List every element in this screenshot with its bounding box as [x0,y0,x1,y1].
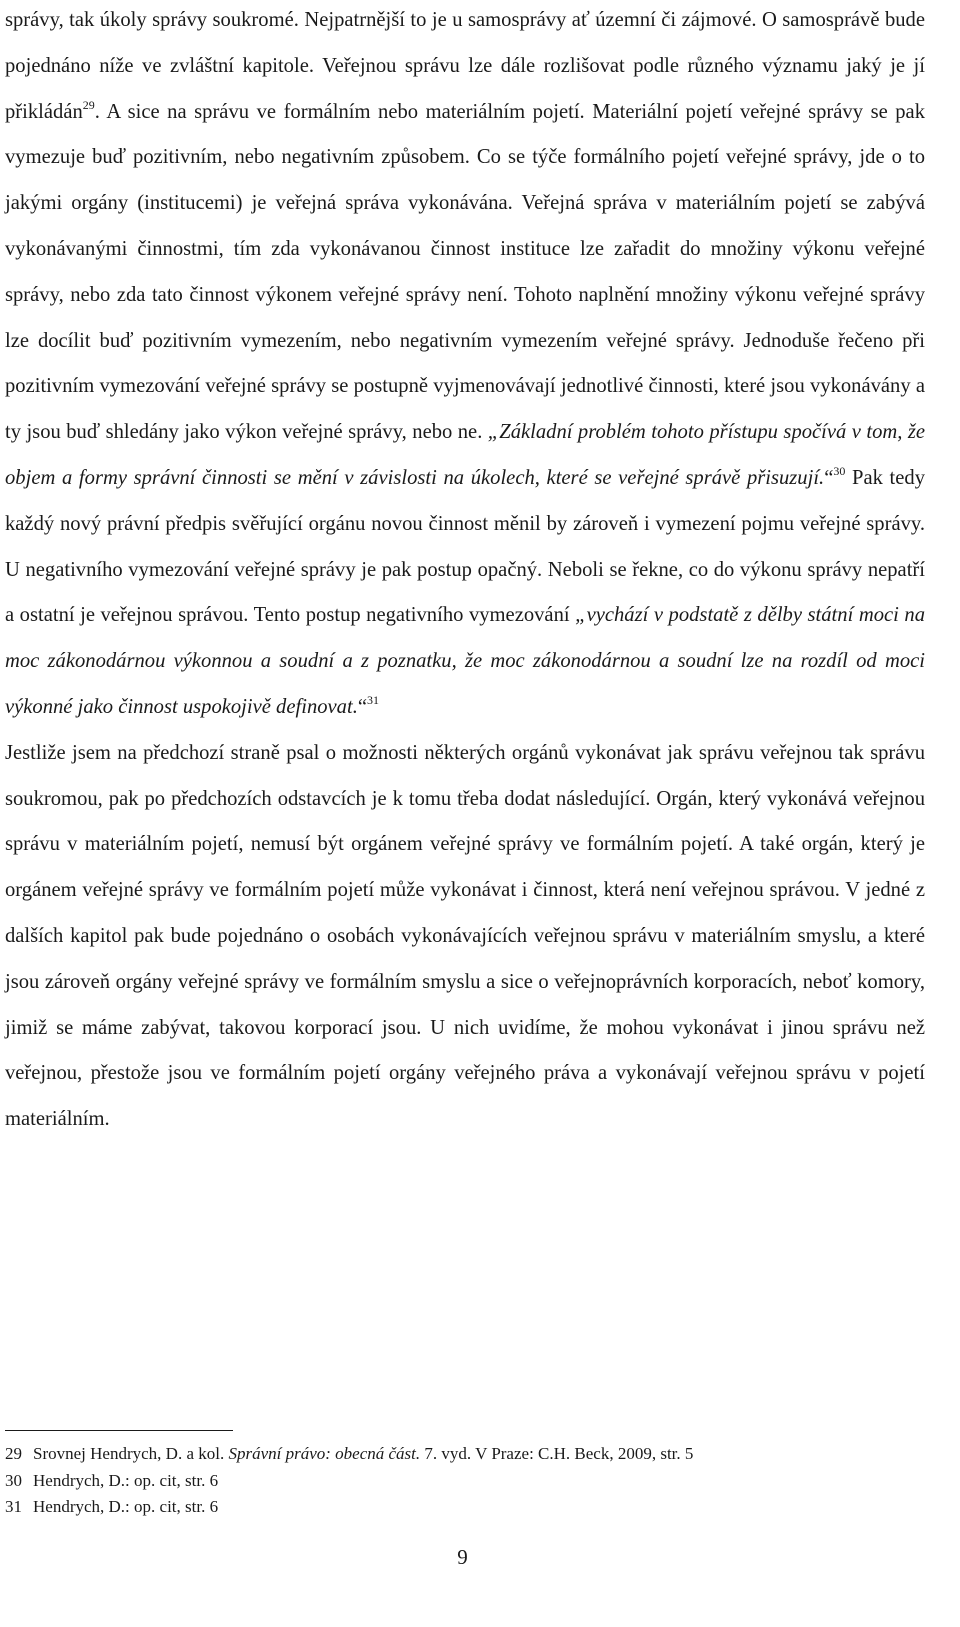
footnote-number: 30 [5,1470,22,1490]
footnote [5,1441,925,1468]
text-run: “ [824,466,834,489]
body-text [5,0,925,1143]
footnote-number: 31 [5,1497,22,1516]
footnotes [5,1441,925,1521]
text-run: Srovnej Hendrych, D. a kol. [33,1444,229,1463]
paragraph [5,731,925,1143]
text-run: Jestliže jsem na předchozí straně psal o možnosti některých orgánů vykonávat jak správu veřejnou tak správu soukromou, pak po předchozích odstavcích je k tomu třeba dodat následující. Orgán, který vykonává veřejnou správu v materiálním pojetí, nemusí být orgánem veřejné správy ve formálním pojetí. A také orgán, který je orgánem veřejné správy ve formálním pojetí může vykonávat i činnost, která není veřejnou správou. V jedné z dalších kapitol pak bude pojednáno o osobách vykonávajících veřejnou správu v materiálním smyslu, a které jsou zároveň orgány veřejné správy ve formálním smyslu a sice o veřejnoprávních korporacích, neboť komory, jimiž se máme zabývat, takovou korporací jsou. U nich uvidíme, že mohou vykonávat i jinou správu než veřejnou, přestože jsou ve formálním pojetí orgány veřejného práva a vykonávají veřejnou správu v pojetí materiálním. [5,741,925,1131]
footnote [5,1468,925,1495]
footnote-reference: 29 [82,97,95,112]
footnote-separator [5,1430,233,1431]
text-run: Hendrych, D.: op. cit, str. 6 [33,1497,219,1516]
paragraph [5,0,925,731]
text-run: 7. vyd. V Praze: C.H. Beck, 2009, str. 5 [420,1444,694,1463]
text-run: správy, tak úkoly správy soukromé. Nejpatrnější to je u samosprávy ať územní či zájmové. O samosprávě bude pojednáno níže ve zvláštní kapitole. Veřejnou správu lze dále rozlišovat podle různého významu jaký je jí přikládán [5,9,925,123]
italic-quote: „vychází v podstatě z dělby státní moci na moc zákonodárnou výkonnou a soudní a z poznatku, že moc zákonodárnou a soudní lze na rozdíl od moci výkonné jako činnost uspokojivě definovat. [5,604,925,718]
footnote-number: 29 [5,1444,22,1463]
text-run: “ [357,695,367,718]
footnote-reference: 30 [833,463,846,478]
italic-quote: Správní právo: obecná část. [228,1444,421,1463]
italic-quote: „Základní problém tohoto přístupu spočívá v tom, že objem a formy správní činnosti se mění v závislosti na úkolech, které se veřejné správě přisuzují. [5,421,926,489]
footnote-reference: 31 [366,692,379,707]
text-run: Pak tedy každý nový právní předpis svěřující orgánu novou činnost měnil by zároveň i vymezení pojmu veřejné správy. U negativního vymezování veřejné správy je pak postup opačný. Neboli se řekne, co do výkonu správy nepatří a ostatní je veřejnou správou. Tento postup negativního vymezování [5,466,925,627]
text-run: Hendrych, D.: op. cit, str. 6 [33,1470,219,1490]
footnote [5,1494,925,1521]
text-run: . A sice na správu ve formálním nebo materiálním pojetí. Materiální pojetí veřejné správy se pak vymezuje buď pozitivním, nebo negativním způsobem. Co se týče formálního pojetí veřejné správy, jde o to jakými orgány (institucemi) je veřejná správa vykonávána. Veřejná správa v materiálním pojetí se zabývá vykonávanými činnostmi, tím zda vykonávanou činnost instituce lze zařadit do množiny výkonu veřejné správy, nebo zda tato činnost výkonem veřejné správy není. Tohoto naplnění množiny výkonu veřejné správy lze docílit buď pozitivním vymezením, nebo negativním vymezením veřejné správy. Jednoduše řečeno při pozitivním vymezování veřejné správy se postupně vyjmenovávají jednotlivé činnosti, které jsou vykonávány a ty jsou buď shledány jako výkon veřejné správy, nebo ne. [5,100,925,444]
page-number: 9 [457,1545,468,1569]
